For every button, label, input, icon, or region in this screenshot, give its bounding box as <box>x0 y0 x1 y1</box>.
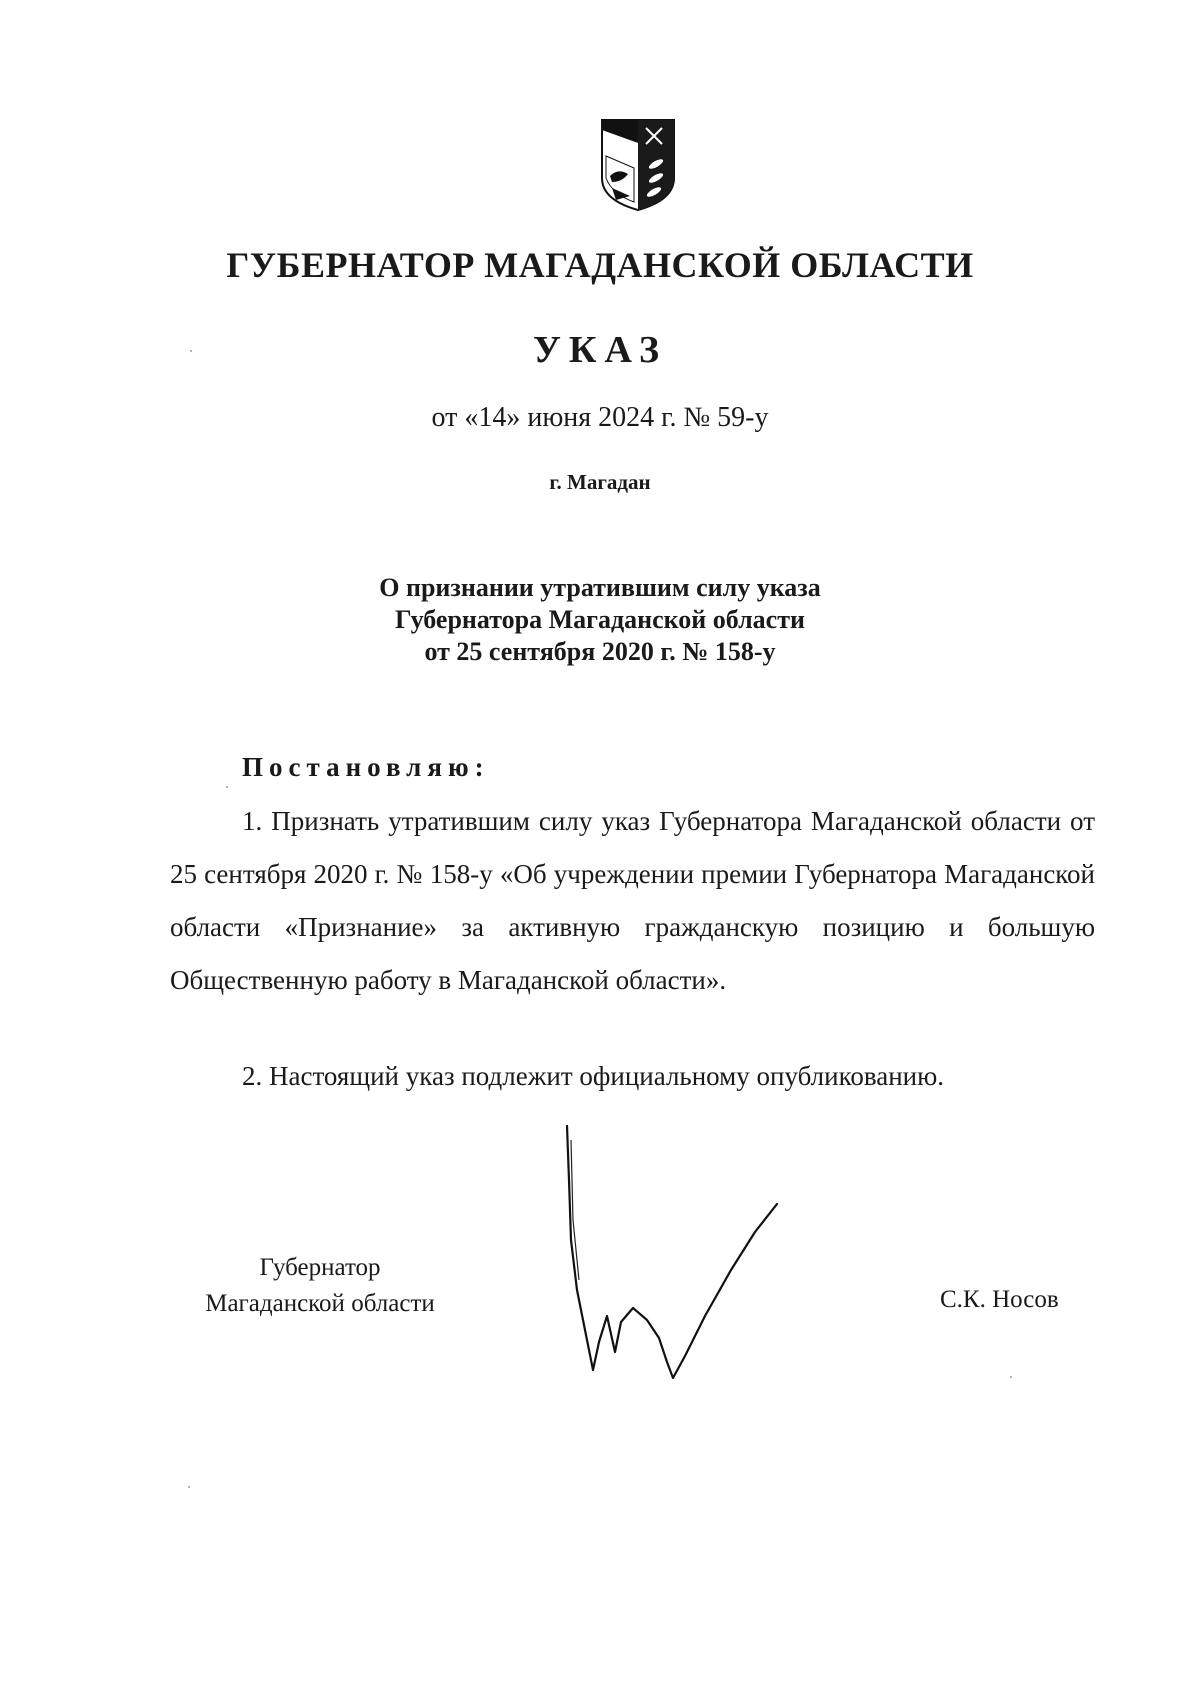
signatory-title <box>170 1250 470 1322</box>
handwritten-signature <box>555 1120 795 1390</box>
decree-word: Постановляю: <box>242 752 490 782</box>
document-city: г. Магадан <box>549 470 651 494</box>
subject-line: О признании утратившим силу указа <box>379 573 821 602</box>
coat-of-arms-icon <box>598 116 678 212</box>
issuing-authority: ГУБЕРНАТОР МАГАДАНСКОЙ ОБЛАСТИ <box>226 245 974 285</box>
signatory-title-line: Магаданской области <box>205 1290 435 1317</box>
signatory-name: С.К. Носов <box>940 1286 1059 1313</box>
signatory-title-line: Губернатор <box>259 1254 381 1281</box>
paragraph-2: 2. Настоящий указ подлежит официальному опубликованию. <box>242 1061 945 1091</box>
subject-line: Губернатора Магаданской области <box>395 605 805 634</box>
scan-speck <box>188 1486 190 1488</box>
document-date-number: от «14» июня 2024 г. № 59-у <box>431 402 769 433</box>
document-subject <box>0 572 1200 668</box>
document-type: УКАЗ <box>533 329 667 371</box>
paragraph-1: 1. Признать утратившим силу указ Губернатора Магаданской области от 25 сентября 2020 г. № 158-у «Об учреждении премии Губернатора Магаданской области «Признание» за активную гражданскую позицию и большую Общественную работу в Магаданской области». <box>170 806 1095 995</box>
scan-speck <box>226 786 228 788</box>
scan-speck <box>190 350 192 352</box>
scan-speck <box>1010 1376 1012 1378</box>
subject-line: от 25 сентября 2020 г. № 158-у <box>424 637 776 666</box>
